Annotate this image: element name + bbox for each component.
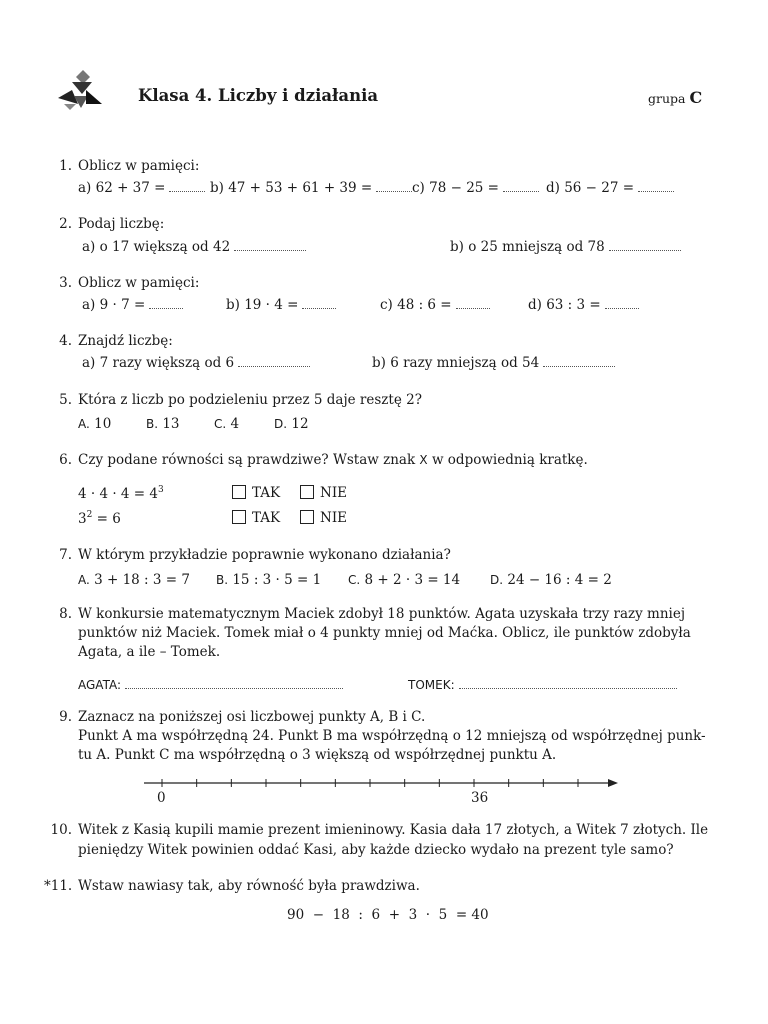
question-text: Zaznacz na poniższej osi liczbowej punkty A, B i C. bbox=[78, 709, 426, 725]
question-text: W którym przykładzie poprawnie wykonano działania? bbox=[78, 547, 451, 563]
question-text: Podaj liczbę: bbox=[78, 216, 165, 232]
question-number: 8. bbox=[59, 606, 72, 622]
question-text: Punkt A ma współrzędną 24. Punkt B ma współrzędną o 12 mniejszą od współrzędnej punk- bbox=[78, 728, 706, 744]
axis-label-start: 0 bbox=[157, 790, 166, 806]
answer-option-a[interactable]: A. 10 bbox=[78, 416, 112, 432]
question-item: b) 47 + 53 + 61 + 39 = bbox=[210, 180, 412, 196]
answer-blank[interactable] bbox=[238, 355, 310, 367]
question-text: Oblicz w pamięci: bbox=[78, 275, 200, 291]
answer-option-d[interactable]: D. 24 − 16 : 4 = 2 bbox=[490, 572, 612, 588]
question-item: b) o 25 mniejszą od 78 bbox=[450, 239, 681, 255]
number-line[interactable] bbox=[140, 774, 620, 798]
question-number: 4. bbox=[59, 333, 72, 349]
answer-option-c[interactable]: C. 4 bbox=[214, 416, 240, 432]
equation-row: $4 \cdot 4 \cdot 4 = 4^3$ bbox=[78, 485, 164, 502]
question-text: Agata, a ile – Tomek. bbox=[78, 644, 221, 660]
answer-blank[interactable] bbox=[638, 180, 674, 192]
question-item: c) 78 − 25 = bbox=[412, 180, 539, 196]
question-text: punktów niż Maciek. Tomek miał o 4 punkty mniej od Maćka. Oblicz, ile punktów zdobyła bbox=[78, 625, 691, 641]
question-item: d) 63 : 3 = bbox=[528, 297, 639, 313]
question-text: Oblicz w pamięci: bbox=[78, 158, 200, 174]
answer-option-c[interactable]: C. 8 + 2 · 3 = 14 bbox=[348, 572, 461, 588]
mark-symbol: X bbox=[419, 453, 428, 467]
answer-blank[interactable] bbox=[543, 355, 615, 367]
question-item: b) 19 · 4 = bbox=[226, 297, 336, 313]
question-number: 5. bbox=[59, 392, 72, 408]
yes-option[interactable]: TAK bbox=[232, 510, 280, 526]
answer-option-d[interactable]: D. 12 bbox=[274, 416, 309, 432]
question-number: 1. bbox=[59, 158, 72, 174]
axis-label-end: 36 bbox=[471, 790, 489, 806]
checkbox[interactable] bbox=[232, 485, 246, 499]
answer-blank[interactable] bbox=[125, 677, 343, 689]
answer-blank[interactable] bbox=[234, 239, 306, 251]
question-item: d) 56 − 27 = bbox=[546, 180, 674, 196]
no-option[interactable]: NIE bbox=[300, 510, 347, 526]
question-text: W konkursie matematycznym Maciek zdobył 18 punktów. Agata uzyskała trzy razy mniej bbox=[78, 606, 686, 622]
page-title: Klasa 4. Liczby i działania bbox=[138, 86, 379, 105]
question-item: b) 6 razy mniejszą od 54 bbox=[372, 355, 615, 371]
arrow-head-icon bbox=[608, 779, 618, 787]
no-option[interactable]: NIE bbox=[300, 485, 347, 501]
checkbox[interactable] bbox=[300, 510, 314, 524]
answer-blank[interactable] bbox=[376, 180, 412, 192]
answer-blank[interactable] bbox=[609, 239, 681, 251]
question-number: 7. bbox=[59, 547, 72, 563]
tangram-logo bbox=[56, 68, 106, 112]
question-text: Czy podane równości są prawdziwe? Wstaw znak X w odpowiednią kratkę. bbox=[78, 452, 588, 468]
question-number: *11. bbox=[44, 878, 73, 894]
question-text: Która z liczb po podzieleniu przez 5 daje resztę 2? bbox=[78, 392, 422, 408]
question-text: tu A. Punkt C ma współrzędną o 3 większą od współrzędnej punktu A. bbox=[78, 747, 557, 763]
answer-blank[interactable] bbox=[302, 297, 336, 309]
checkbox[interactable] bbox=[300, 485, 314, 499]
answer-blank[interactable] bbox=[456, 297, 490, 309]
yes-option[interactable]: TAK bbox=[232, 485, 280, 501]
question-number: 2. bbox=[59, 216, 72, 232]
question-item: a) 9 · 7 = bbox=[82, 297, 183, 313]
tomek-answer: TOMEK: bbox=[408, 677, 677, 693]
group-indicator bbox=[648, 88, 702, 107]
answer-blank[interactable] bbox=[605, 297, 639, 309]
answer-blank[interactable] bbox=[459, 677, 677, 689]
question-item: a) 62 + 37 = bbox=[78, 180, 205, 196]
group-value: C bbox=[689, 88, 703, 107]
question-text: pieniędzy Witek powinien oddać Kasi, aby każde dziecko wydało na prezent tyle samo? bbox=[78, 842, 674, 858]
question-item: a) o 17 większą od 42 bbox=[82, 239, 306, 255]
equation-row: $3^2 = 6$ bbox=[78, 510, 121, 527]
checkbox[interactable] bbox=[232, 510, 246, 524]
answer-option-b[interactable]: B. 15 : 3 · 5 = 1 bbox=[216, 572, 322, 588]
question-number: 6. bbox=[59, 452, 72, 468]
answer-blank[interactable] bbox=[503, 180, 539, 192]
question-number: 9. bbox=[59, 709, 72, 725]
question-number: 10. bbox=[50, 822, 72, 838]
question-text: Witek z Kasią kupili mamie prezent imieninowy. Kasia dała 17 złotych, a Witek 7 złotych. Ile bbox=[78, 822, 709, 838]
answer-option-a[interactable]: A. 3 + 18 : 3 = 7 bbox=[78, 572, 190, 588]
answer-blank[interactable] bbox=[149, 297, 183, 309]
agata-answer: AGATA: bbox=[78, 677, 343, 693]
question-item: a) 7 razy większą od 6 bbox=[82, 355, 310, 371]
question-number: 3. bbox=[59, 275, 72, 291]
equation[interactable]: 90 − 18 : 6 + 3 · 5 = 40 bbox=[287, 907, 489, 923]
question-item: c) 48 : 6 = bbox=[380, 297, 490, 313]
question-text: Wstaw nawiasy tak, aby równość była prawdziwa. bbox=[78, 878, 420, 894]
answer-blank[interactable] bbox=[169, 180, 205, 192]
group-label: grupa bbox=[648, 91, 686, 106]
answer-option-b[interactable]: B. 13 bbox=[146, 416, 180, 432]
question-text: Znajdź liczbę: bbox=[78, 333, 173, 349]
